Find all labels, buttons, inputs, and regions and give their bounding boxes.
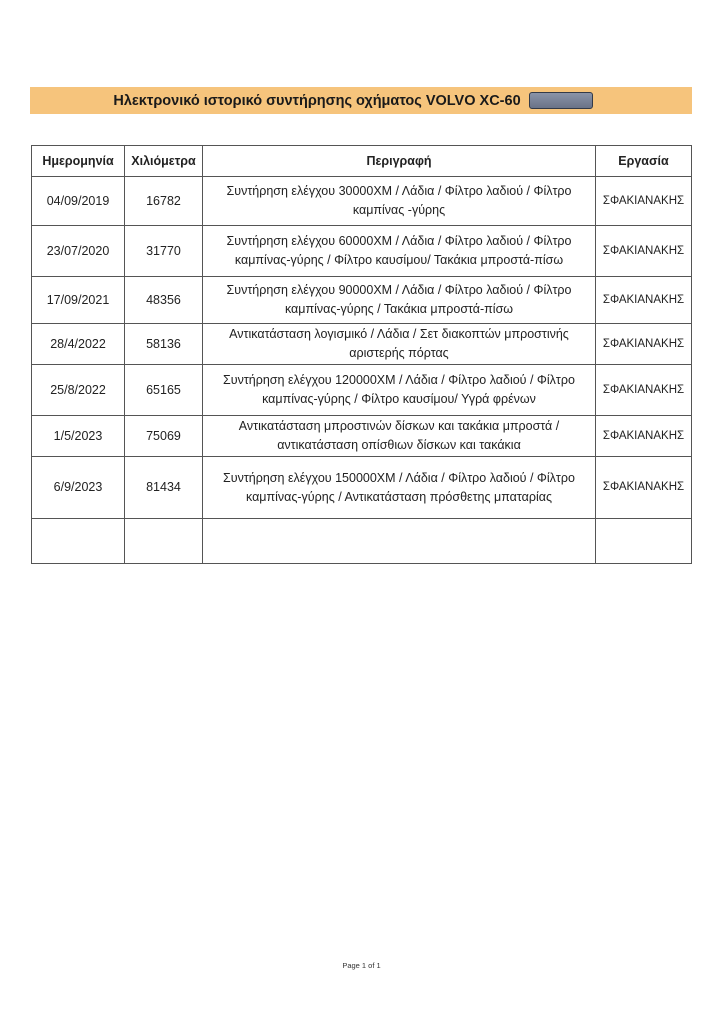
description-line: Συντήρηση ελέγχου 120000ΧΜ / Λάδια / Φίλτρο λαδιού / Φίλτρο (223, 373, 575, 387)
table-row (32, 277, 692, 324)
cell-km: 58136 (125, 324, 203, 365)
cell-km: 75069 (125, 416, 203, 457)
cell-work: ΣΦΑΚΙΑΝΑΚΗΣ (596, 324, 692, 365)
table-row (32, 365, 692, 416)
description-line: Συντήρηση ελέγχου 90000ΧΜ / Λάδια / Φίλτρο λαδιού / Φίλτρο (226, 283, 572, 297)
header-description: Περιγραφή (203, 146, 596, 177)
page-number: Page 1 of 1 (342, 961, 381, 970)
table-row (32, 177, 692, 226)
table-row (32, 324, 692, 365)
cell-description (203, 324, 596, 365)
cell-work: ΣΦΑΚΙΑΝΑΚΗΣ (596, 177, 692, 226)
cell-km: 31770 (125, 226, 203, 277)
cell-work: ΣΦΑΚΙΑΝΑΚΗΣ (596, 226, 692, 277)
cell-km: 81434 (125, 457, 203, 519)
description-line: Συντήρηση ελέγχου 30000ΧΜ / Λάδια / Φίλτρο λαδιού / Φίλτρο (226, 184, 572, 198)
header-work: Εργασία (596, 146, 692, 177)
cell-date-empty (32, 519, 125, 564)
cell-work: ΣΦΑΚΙΑΝΑΚΗΣ (596, 277, 692, 324)
cell-km-empty (125, 519, 203, 564)
cell-description (203, 365, 596, 416)
description-line: αριστερής πόρτας (349, 346, 449, 360)
cell-date: 6/9/2023 (32, 457, 125, 519)
description-line: καμπίνας-γύρης / Αντικατάσταση πρόσθετης μπαταρίας (245, 489, 553, 504)
empty-table-row (32, 519, 692, 564)
document-title-bar (30, 87, 692, 114)
table-row (32, 457, 692, 519)
cell-description (203, 416, 596, 457)
cell-date: 28/4/2022 (32, 324, 125, 365)
description-line: καμπίνας-γύρης / Φίλτρο καυσίμου/ Υγρά φρένων (262, 392, 536, 406)
cell-work: ΣΦΑΚΙΑΝΑΚΗΣ (596, 365, 692, 416)
cell-km: 16782 (125, 177, 203, 226)
description-line: καμπίνας -γύρης (352, 203, 446, 217)
cell-work: ΣΦΑΚΙΑΝΑΚΗΣ (596, 416, 692, 457)
cell-description (203, 457, 596, 519)
description-line: Συντήρηση ελέγχου 150000ΧΜ / Λάδια / Φίλτρο λαδιού / Φίλτρο (223, 470, 575, 485)
cell-description (203, 226, 596, 277)
cell-work: ΣΦΑΚΙΑΝΑΚΗΣ (596, 457, 692, 519)
cell-work-empty (596, 519, 692, 564)
redacted-plate-mark (529, 92, 593, 109)
cell-description-empty (203, 519, 596, 564)
cell-description (203, 277, 596, 324)
cell-km: 65165 (125, 365, 203, 416)
cell-date: 25/8/2022 (32, 365, 125, 416)
document-title: Ηλεκτρονικό ιστορικό συντήρησης οχήματος VOLVO XC-60 (113, 92, 521, 109)
table-row (32, 226, 692, 277)
maintenance-table (31, 145, 692, 564)
cell-date: 17/09/2021 (32, 277, 125, 324)
description-line: Συντήρηση ελέγχου 60000ΧΜ / Λάδια / Φίλτρο λαδιού / Φίλτρο (226, 234, 572, 248)
description-line: Αντικατάσταση μπροστινών δίσκων και τακάκια μπροστά / (238, 419, 560, 433)
cell-date: 23/07/2020 (32, 226, 125, 277)
cell-km: 48356 (125, 277, 203, 324)
description-line: καμπίνας-γύρης / Τακάκια μπροστά-πίσω (284, 302, 514, 316)
cell-date: 1/5/2023 (32, 416, 125, 457)
cell-description (203, 177, 596, 226)
header-km: Χιλιόμετρα (125, 146, 203, 177)
cell-date: 04/09/2019 (32, 177, 125, 226)
table-header-row (32, 146, 692, 177)
description-line: καμπίνας-γύρης / Φίλτρο καυσίμου/ Τακάκια μπροστά-πίσω (234, 253, 564, 267)
table-row (32, 416, 692, 457)
header-date: Ημερομηνία (32, 146, 125, 177)
description-line: αντικατάσταση οπίσθιων δίσκων και τακάκια (277, 438, 521, 452)
description-line: Αντικατάσταση λογισμικό / Λάδια / Σετ διακοπτών μπροστινής (229, 327, 569, 341)
